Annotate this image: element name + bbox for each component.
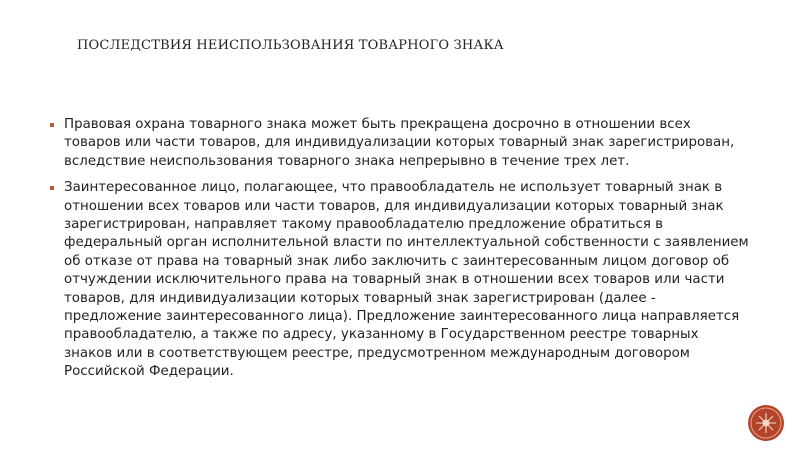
- bullet-text: Заинтересованное лицо, полагающее, что правообладатель не использует товарный знак в отношении всех товаров или части товаров, для индивидуализации которых товарный знак зарегистрирован, направляет такому правообладателю предложение обратиться в федеральный орган исполнительной власти по интеллектуальной собственности с заявлением об отказе от права на товарный знак либо заключить с заинтересованным лицом договор об отчуждении исключительного права на товарный знак в отношении всех товаров или части товаров, для индивидуализации которых товарный знак зарегистрирован (далее - предложение заинтересованного лица). Предложение заинтересованного лица направляется правообладателю, а также по адресу, указанному в Государственном реестре товарных знаков или в соответствующем реестре, предусмотренном международным договором Российской Федерации.: [64, 180, 749, 380]
- bullet-marker-icon: [50, 186, 54, 190]
- bullet-item: [50, 116, 750, 171]
- slideshow-logo-icon[interactable]: [747, 404, 785, 442]
- bullet-text: Правовая охрана товарного знака может быть прекращена досрочно в отношении всех товаров или части товаров, для индивидуализации которых товарный знак зарегистрирован, вследствие неиспользования товарного знака непрерывно в течение трех лет.: [64, 117, 735, 169]
- bullet-item: [50, 179, 750, 381]
- slide-title: ПОСЛЕДСТВИЯ НЕИСПОЛЬЗОВАНИЯ ТОВАРНОГО ЗНАКА: [77, 38, 504, 53]
- slide-body: [50, 116, 750, 390]
- bullet-marker-icon: [50, 123, 54, 127]
